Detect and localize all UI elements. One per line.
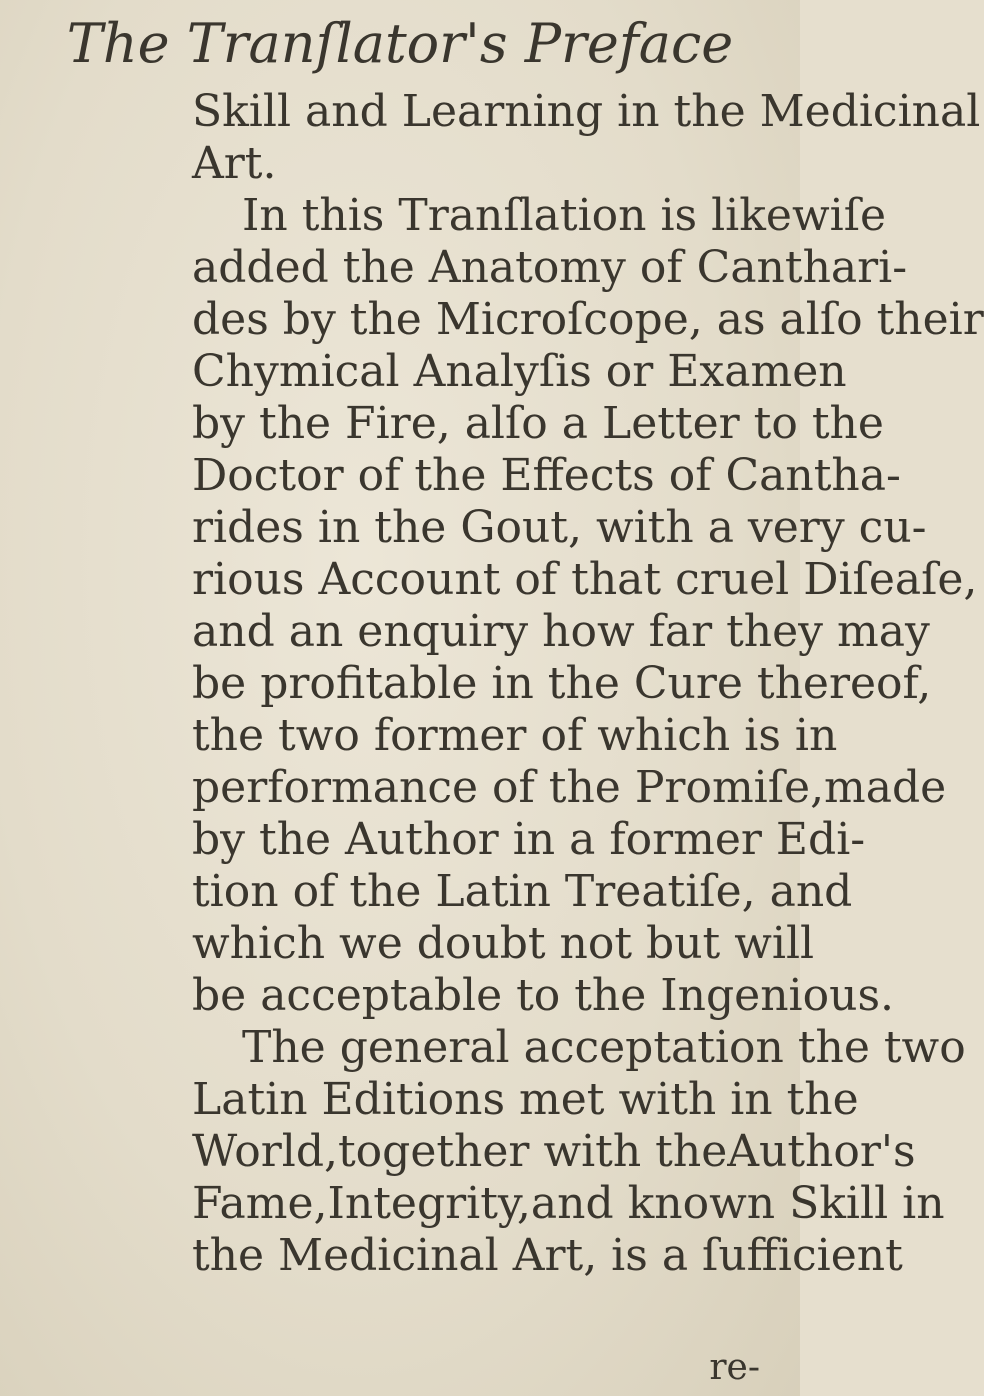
text-line: which we doubt not but will bbox=[192, 918, 815, 969]
text-line: and an enquiry how far they may bbox=[192, 606, 930, 657]
text-line: Fame,Integrity,and known Skill in bbox=[192, 1178, 945, 1229]
text-line: Latin Editions met with in the bbox=[192, 1074, 859, 1125]
text-line: by the Fire, alſo a Letter to the bbox=[192, 398, 884, 449]
text-line: be acceptable to the Ingenious. bbox=[192, 970, 895, 1021]
text-line: Art. bbox=[192, 138, 277, 189]
text-line: added the Anatomy of Canthari- bbox=[192, 242, 908, 293]
text-line: World,together with theAuthor's bbox=[192, 1126, 916, 1177]
text-line: the Medicinal Art, is a ſufficient bbox=[192, 1230, 903, 1281]
running-title: The Tranſlator's Preface bbox=[66, 12, 734, 75]
text-line: Skill and Learning in the Medicinal bbox=[192, 86, 981, 137]
text-line: tion of the Latin Treatiſe, and bbox=[192, 866, 853, 917]
text-line: rious Account of that cruel Diſeaſe, bbox=[192, 554, 978, 605]
text-line: In this Tranſlation is likewiſe bbox=[242, 190, 887, 241]
text-line: Chymical Analyſis or Examen bbox=[192, 346, 847, 397]
body-text bbox=[192, 86, 984, 1282]
text-line: performance of the Promiſe,made bbox=[192, 762, 947, 813]
text-line: the two former of which is in bbox=[192, 710, 838, 761]
text-line: The general acceptation the two bbox=[242, 1022, 966, 1073]
text-line: by the Author in a former Edi- bbox=[192, 814, 866, 865]
text-line: rides in the Gout, with a very cu- bbox=[192, 502, 927, 553]
text-line: be profitable in the Cure thereof, bbox=[192, 658, 932, 709]
text-line: des by the Microſcope, as alſo their bbox=[192, 294, 984, 345]
catchword: re- bbox=[709, 1347, 760, 1388]
text-line: Doctor of the Effects of Cantha- bbox=[192, 450, 901, 501]
